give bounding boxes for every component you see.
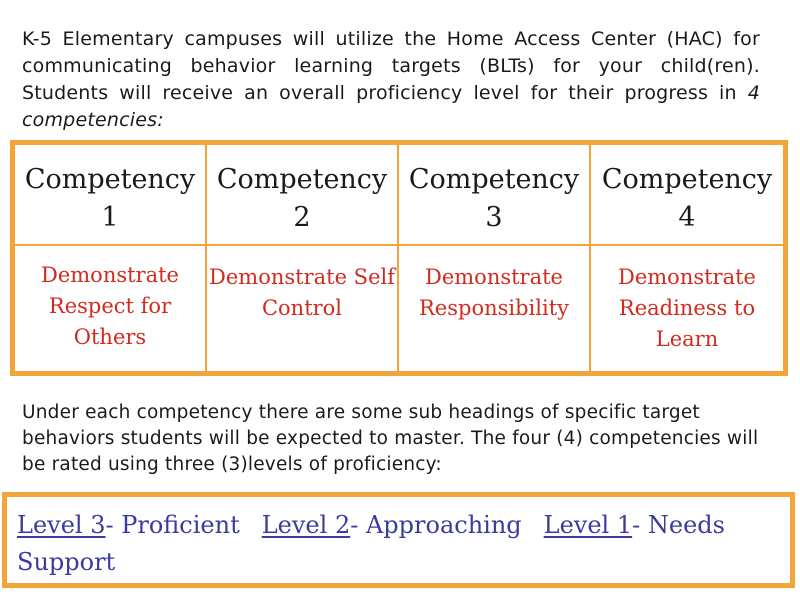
- competency-heading-label: Competency: [216, 164, 388, 195]
- proficiency-levels-box: [2, 492, 795, 588]
- intro-paragraph: [22, 26, 760, 134]
- competency-heading-number: 1: [101, 202, 119, 233]
- competency-heading-number: 3: [485, 202, 503, 233]
- competency-table: [10, 140, 788, 376]
- competency-heading-number: 2: [293, 202, 311, 233]
- competency-heading-4: [591, 145, 783, 246]
- level-1-label: - Needs Support: [17, 511, 725, 576]
- subheadings-paragraph: Under each competency there are some sub headings of specific target behaviors students will be expected to master. The four (4) competencies will be rated using three (3)levels of proficiency:: [22, 402, 759, 475]
- level-2-label: - Approaching: [350, 511, 522, 539]
- level-3-label: - Proficient: [105, 511, 240, 539]
- competency-heading-1: [15, 145, 207, 246]
- level-3-item: [17, 511, 240, 539]
- competency-heading-label: Competency: [601, 164, 773, 195]
- competency-heading-2: [207, 145, 399, 246]
- competency-description-3: Demonstrate Responsibility: [399, 246, 591, 371]
- competency-heading-3: [399, 145, 591, 246]
- intro-text: K-5 Elementary campuses will utilize the Home Access Center (HAC) for communicating behavior learning targets (BLTs) for your child(ren). Students will receive an overall proficiency level for their progress in: [22, 28, 760, 104]
- competency-description-4: Demonstrate Readiness to Learn: [618, 265, 756, 351]
- level-3-link[interactable]: Level 3: [17, 511, 106, 539]
- competency-description-1: Demonstrate Respect for Others: [15, 246, 207, 371]
- level-2-link[interactable]: Level 2: [261, 511, 351, 539]
- level-2-item: [262, 511, 522, 539]
- intro-emphasis: 4 competencies:: [22, 82, 760, 131]
- competency-heading-label: Competency: [24, 164, 196, 195]
- competency-heading-number: 4: [678, 202, 696, 233]
- level-1-link[interactable]: Level 1: [543, 511, 633, 539]
- competency-heading-label: Competency: [408, 164, 580, 195]
- competency-description-2: Demonstrate Self Control: [207, 246, 399, 371]
